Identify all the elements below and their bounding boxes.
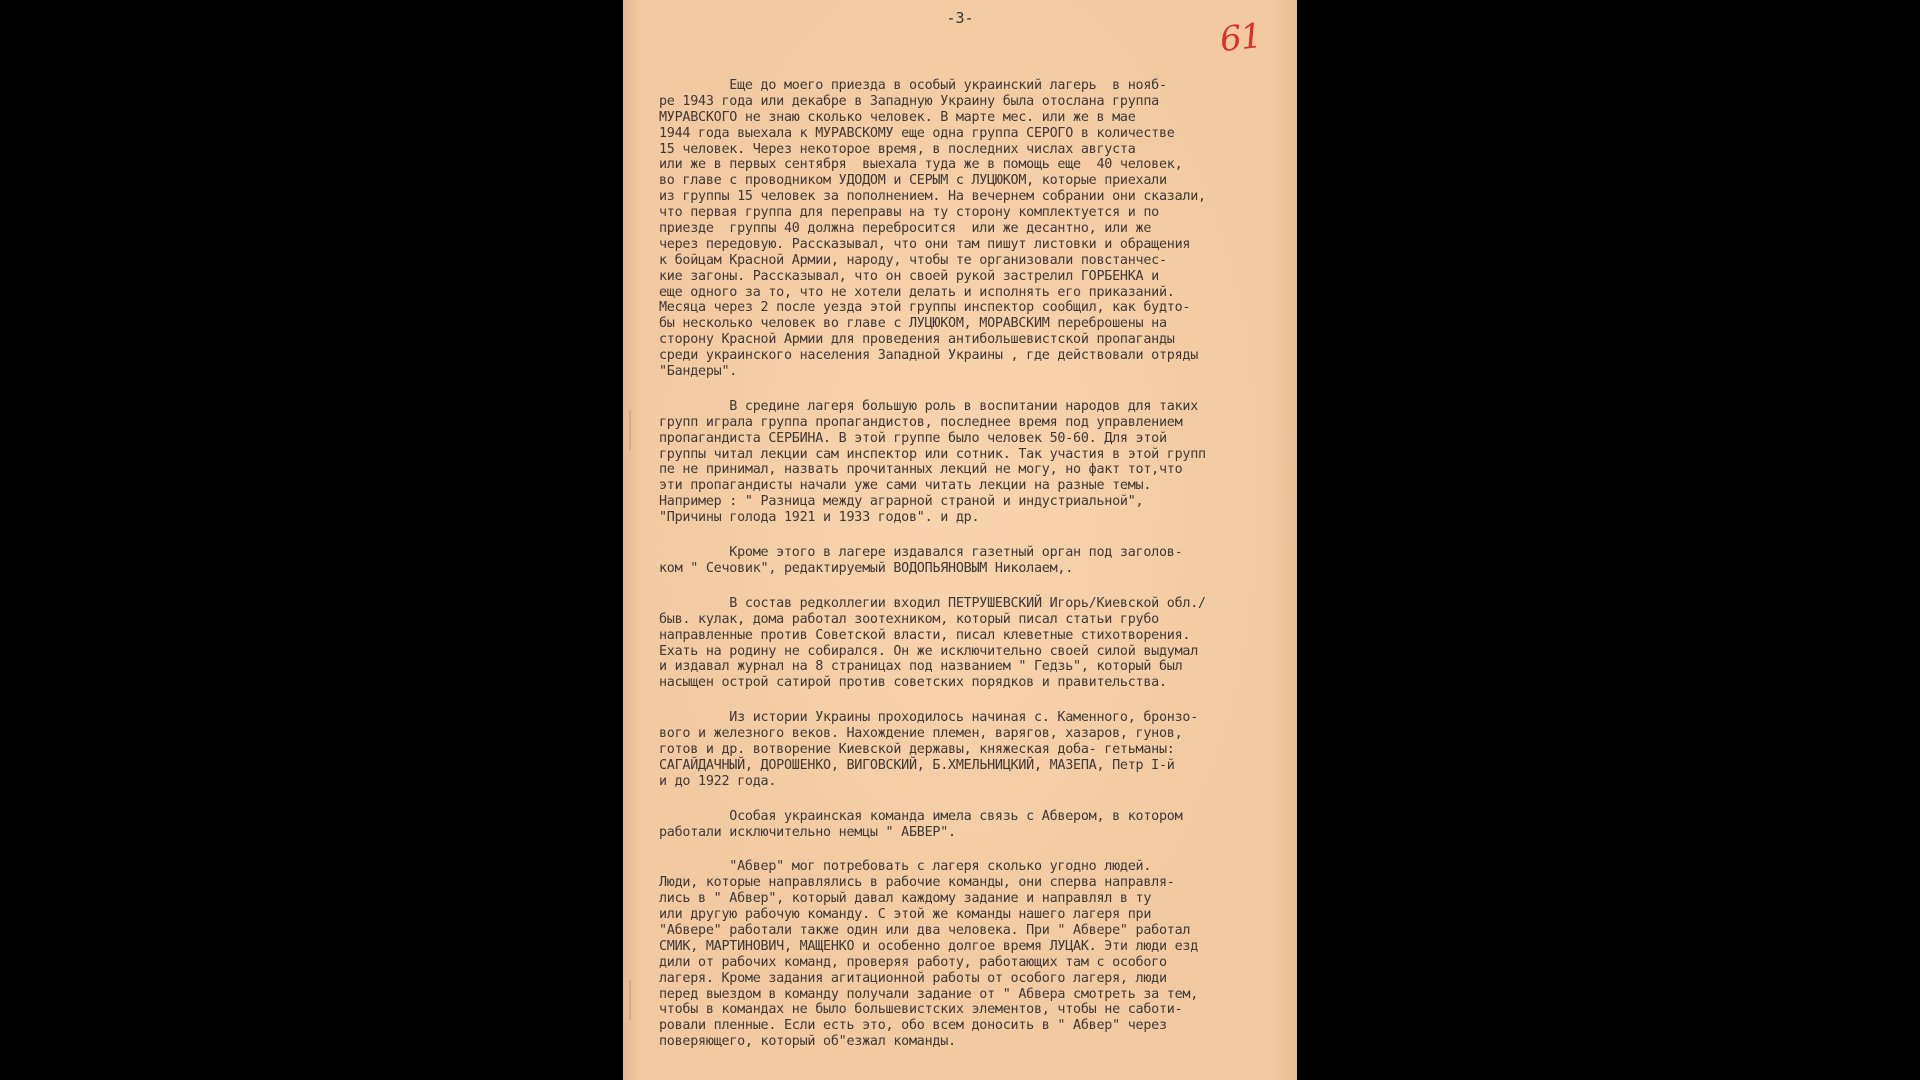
text-line: готов и др. вотворение Киевской державы, княжеская доба- гетьманы: xyxy=(659,741,1175,757)
text-line: перед выездом в команду получали задание от " Абвера смотреть за тем, xyxy=(659,986,1199,1002)
text-line: В состав редколлегии входил ПЕТРУШЕВСКИЙ Игорь/Киевской обл./ xyxy=(659,595,1206,611)
text-line: через передовую. Рассказывал, что они там пишут листовки и обращения xyxy=(659,236,1191,252)
text-line: ровали пленные. Если есть это, обо всем доносить в " Абвер" через xyxy=(659,1018,1167,1034)
text-line: Особая украинская команда имела связь с Абвером, в котором xyxy=(659,808,1183,824)
page-number: -3- xyxy=(946,9,974,27)
text-line: приезде группы 40 должна перебросится или же десантно, или же xyxy=(659,221,1152,237)
text-line: вого и железного веков. Нахождение племен, варягов, хазаров, гунов, xyxy=(659,726,1183,742)
text-line: пропагандиста СЕРБИНА. В этой группе было человек 50-60. Для этой xyxy=(659,430,1167,446)
text-line: Люди, которые направлялись в рабочие команды, они сперва направля- xyxy=(659,875,1175,891)
text-line: или другую рабочую команду. С этой же команды нашего лагеря при xyxy=(659,907,1152,923)
text-line: 15 человек. Через некоторое время, в последних числах августа xyxy=(659,141,1136,157)
paragraph xyxy=(659,596,1297,691)
paragraph xyxy=(659,545,1297,577)
text-line: к бойцам Красной Армии, народу, чтобы те организовали повстанчес- xyxy=(659,252,1167,268)
text-line: ком " Сечовик", редактируемый ВОДОПЬЯНОВЫМ Николаем,. xyxy=(659,560,1074,576)
margin-mark xyxy=(629,410,645,450)
text-line: эти пропагандисты начали уже сами читать лекции на разные темы. xyxy=(659,478,1152,494)
text-line: МУРАВСКОГО не знаю сколько человек. В марте мес. или же в мае xyxy=(659,109,1136,125)
paragraph xyxy=(659,710,1297,789)
text-line: лись в " Абвер", который давал каждому задание и направлял в ту xyxy=(659,891,1152,907)
text-line: быв. кулак, дома работал зоотехником, который писал статьи грубо xyxy=(659,611,1159,627)
text-line: Месяца через 2 после уезда этой группы инспектор сообщил, как будто- xyxy=(659,300,1191,316)
text-line: пе не принимал, назвать прочитанных лекций не могу, но факт тот,что xyxy=(659,462,1183,478)
text-line: кие загоны. Рассказывал, что он своей рукой застрелил ГОРБЕНКА и xyxy=(659,268,1159,284)
text-line: дили от рабочих команд, проверяя работу, работающих там с особого xyxy=(659,954,1167,970)
text-line: и издавал журнал на 8 страницах под названием " Гедзь", который был xyxy=(659,659,1183,675)
margin-mark xyxy=(629,980,645,1020)
text-line: Из истории Украины проходилось начиная с. Каменного, бронзо- xyxy=(659,710,1199,726)
text-line: лагеря. Кроме задания агитационной работы от особого лагеря, люди xyxy=(659,970,1167,986)
text-line: из группы 15 человек за пополнением. На вечернем собрании они сказали, xyxy=(659,189,1206,205)
text-line: ре 1943 года или декабре в Западную Украину была отослана группа xyxy=(659,93,1159,109)
text-line: 1944 года выехала к МУРАВСКОМУ еще одна группа СЕРОГО в количестве xyxy=(659,125,1175,141)
text-line: Например : " Разница между аграрной страной и индустриальной", xyxy=(659,494,1144,510)
text-line: что первая группа для переправы на ту сторону комплектуется и по xyxy=(659,205,1159,221)
text-line: поверяющего, который об"езжал команды. xyxy=(659,1034,956,1050)
text-line: САГАЙДАЧНЫЙ, ДОРОШЕНКО, ВИГОВСКИЙ, Б.ХМЕЛЬНИЦКИЙ, МАЗЕПА, Петр I-й xyxy=(659,757,1175,773)
text-line: Еще до моего приезда в особый украинский лагерь в нояб- xyxy=(659,78,1167,93)
document-page xyxy=(623,0,1297,1080)
text-line: групп играла группа пропагандистов, последнее время под управлением xyxy=(659,414,1183,430)
text-line: "Абвер" мог потребовать с лагеря сколько угодно людей. xyxy=(659,859,1152,875)
text-line: В средине лагеря большую роль в воспитании народов для таких xyxy=(659,398,1199,414)
paragraph xyxy=(659,859,1297,1050)
paragraph xyxy=(659,78,1297,380)
text-line: сторону Красной Армии для проведения антибольшевистской пропаганды xyxy=(659,332,1175,348)
text-line: "Причины голода 1921 и 1933 годов". и др. xyxy=(659,510,980,526)
text-line: бы несколько человек во главе с ЛУЦЮКОМ, МОРАВСКИМ переброшены на xyxy=(659,316,1167,332)
text-line: СМИК, МАРТИНОВИЧ, МАЩЕНКО и особенно долгое время ЛУЦАК. Эти люди езд xyxy=(659,938,1199,954)
text-line: работали исключительно немцы " АБВЕР". xyxy=(659,824,956,840)
text-line: Ехать на родину не собирался. Он же исключительно своей силой выдумал xyxy=(659,643,1199,659)
text-line: "Бандеры". xyxy=(659,364,738,380)
text-line: чтобы в командах не было большевистских элементов, чтобы не саботи- xyxy=(659,1002,1183,1018)
text-line: Кроме этого в лагере издавался газетный орган под заголов- xyxy=(659,545,1183,561)
archive-page-number: 61 xyxy=(1217,15,1263,61)
text-line: среди украинского населения Западной Украины , где действовали отряды xyxy=(659,348,1199,364)
paragraph xyxy=(659,399,1297,526)
paragraph xyxy=(659,809,1297,841)
text-line: направленные против Советской власти, писал клеветные стихотворения. xyxy=(659,627,1191,643)
text-line: во главе с проводником УДОДОМ и СЕРЫМ с ЛУЦЮКОМ, которые приехали xyxy=(659,173,1167,189)
text-line: и до 1922 года. xyxy=(659,773,777,789)
typewritten-body xyxy=(659,78,1297,1069)
text-line: "Абвере" работали также один или два человека. При " Абвере" работал xyxy=(659,922,1191,938)
text-line: группы читал лекции сам инспектор или сотник. Так участия в этой групп xyxy=(659,446,1206,462)
text-line: или же в первых сентября выехала туда же в помощь еще 40 человек, xyxy=(659,157,1183,173)
text-line: еще одного за то, что не хотели делать и исполнять его приказаний. xyxy=(659,284,1175,300)
text-line: насыщен острой сатирой против советских порядков и правительства. xyxy=(659,675,1167,691)
